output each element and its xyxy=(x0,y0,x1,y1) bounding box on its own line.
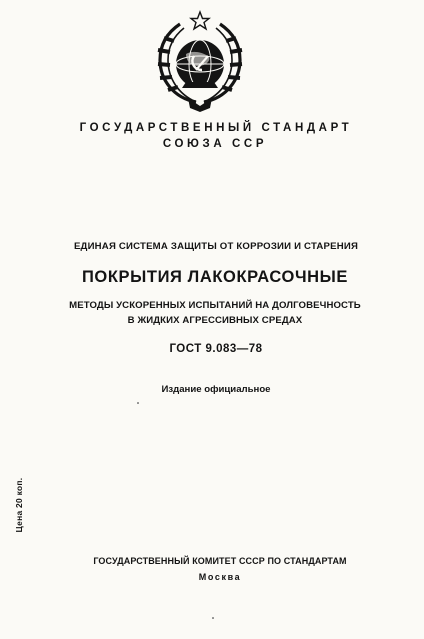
publisher-committee: ГОСУДАРСТВЕННЫЙ КОМИТЕТ СССР ПО СТАНДАРТАМ xyxy=(93,556,347,566)
price-label: Цена 20 коп. xyxy=(14,477,24,533)
ussr-coat-of-arms-icon xyxy=(152,10,248,114)
standard-number: ГОСТ 9.083—78 xyxy=(169,343,263,355)
publisher-city: Москва xyxy=(198,572,242,582)
series-title: ЕДИНАЯ СИСТЕМА ЗАЩИТЫ ОТ КОРРОЗИИ И СТАРЕНИЯ xyxy=(73,241,359,252)
paper-speck xyxy=(212,617,214,619)
subtitle-line-2: В ЖИДКИХ АГРЕССИВНЫХ СРЕДАХ xyxy=(127,315,303,326)
document-title: ПОКРЫТИЯ ЛАКОКРАСОЧНЫЕ xyxy=(81,268,349,286)
edition-label: Издание официальное xyxy=(161,384,271,395)
header-line-2: СОЮЗА ССР xyxy=(162,138,268,150)
header-line-1: ГОСУДАРСТВЕННЫЙ СТАНДАРТ xyxy=(79,122,353,134)
paper-speck xyxy=(137,402,139,404)
subtitle-line-1: МЕТОДЫ УСКОРЕННЫХ ИСПЫТАНИЙ НА ДОЛГОВЕЧНОСТЬ xyxy=(69,300,361,311)
